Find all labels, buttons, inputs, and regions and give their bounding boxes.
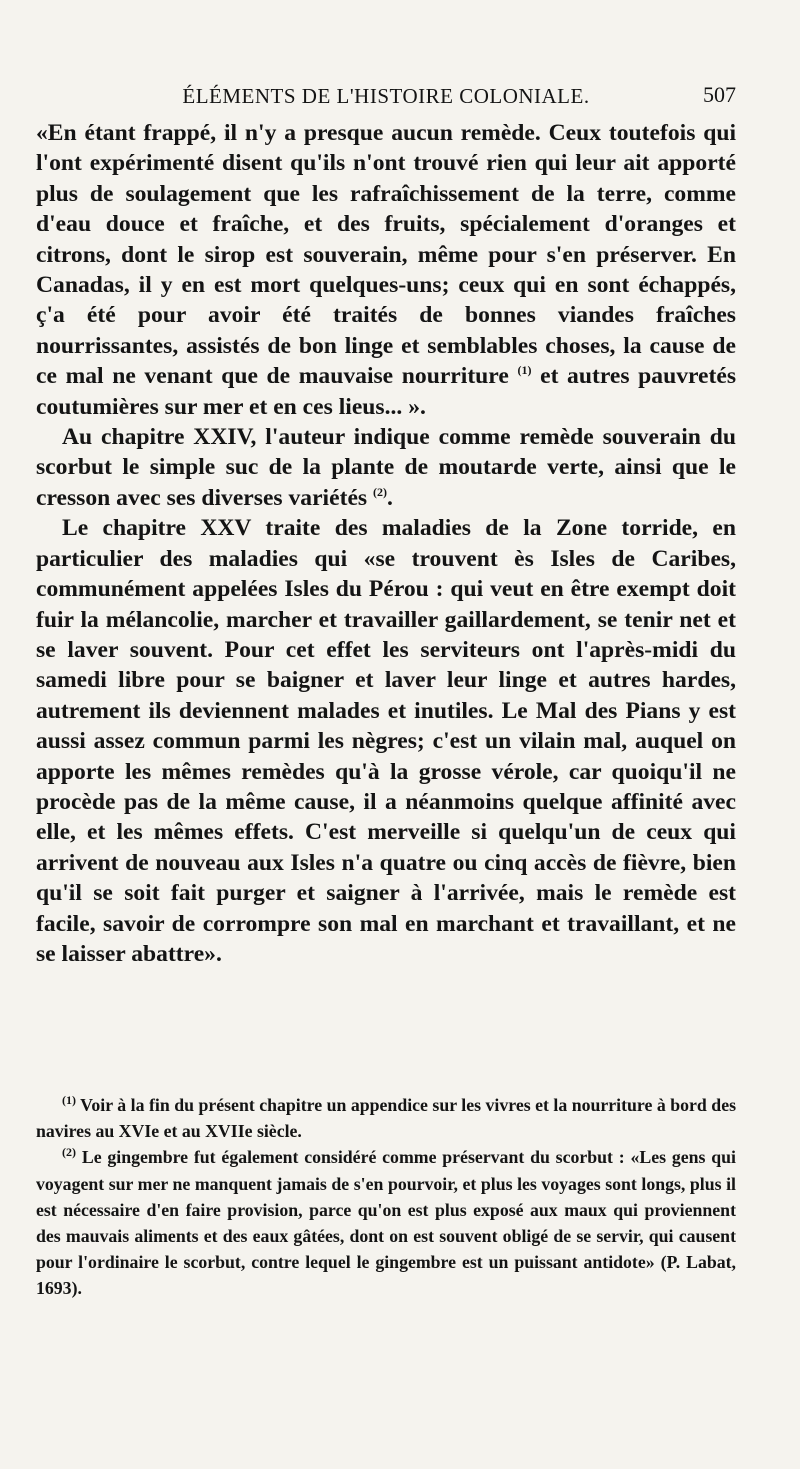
body-text <box>36 118 736 969</box>
footnote-text: Voir à la fin du présent chapitre un appendice sur les vivres et la nourriture à bord des navires au XVIe et au XVIIe siècle. <box>36 1095 737 1142</box>
paragraph-text: Le chapitre XXV traite des maladies de la Zone torride, en particulier des maladies qui «se trouvent ès Isles de Caribes, communément appelées Isles du Pérou : qui veut en être exempt doit fuir la mélancolie, marcher et travailler gaillardement, se tenir net et se laver souvent. Pour cet effet les serviteurs ont l'après-midi du samedi libre pour se baigner et laver leur linge et autres hardes, autrement ils deviennent malades et inutiles. Le Mal des Pians y est aussi assez commun parmi les nègres; c'est un vilain mal, auquel on apporte les mêmes remèdes qu'à la grosse vérole, car quoiqu'il ne procède pas de la même cause, il a néanmoins quelque affinité avec elle, et les mêmes effets. C'est merveille si quelqu'un de ceux qui arrivent de nouveau aux Isles n'a quatre ou cinq accès de fièvre, bien qu'il se soit fait purger et saigner à l'arrivée, mais le remède est facile, savoir de corrompre son mal en marchant et travaillant, et ne se laisser abattre». <box>36 515 736 967</box>
page-number: 507 <box>703 82 736 107</box>
paragraph-text: et autres pauvretés coutumières sur mer et en ces lieus... ». <box>36 363 737 420</box>
footnote-1 <box>36 1092 736 1144</box>
footnote-2 <box>36 1144 736 1301</box>
paragraph-text: . <box>387 484 393 511</box>
footnotes <box>36 1092 736 1302</box>
footnote-ref-1: (1) <box>517 363 532 378</box>
paragraph-text: Au chapitre XXIV, l'auteur indique comme remède souverain du scorbut le simple suc de la plante de moutarde verte, ainsi que le cresson avec ses diverses variétés <box>36 424 736 511</box>
footnote-mark: (2) <box>62 1145 76 1160</box>
running-title: ÉLÉMENTS DE L'HISTOIRE COLONIALE. <box>182 84 590 108</box>
paragraph-text: «En étant frappé, il n'y a presque aucun remède. Ceux toutefois qui l'ont expérimenté disent qu'ils n'ont trouvé rien qui leur ait apporté plus de soulagement que les rafraîchissement de la terre, comme d'eau douce et fraîche, et des fruits, spécialement d'oranges et citrons, dont le sirop est souverain, même pour s'en préserver. En Canadas, il y en est mort quelques-uns; ceux qui en sont échappés, ç'a été pour avoir été traités de bonnes viandes fraîches nourrissantes, assistés de bon linge et semblables choses, la cause de ce mal ne venant que de mauvaise nourriture <box>36 120 736 390</box>
paragraph-chapter-xxiv <box>36 422 736 513</box>
paragraph-quote-scurvy <box>36 118 736 422</box>
footnote-ref-2: (2) <box>373 485 388 500</box>
running-head <box>36 80 736 114</box>
footnote-text: Le gingembre fut également considéré comme préservant du scorbut : «Les gens qui voyagent sur mer ne manquent jamais de s'en pourvoir, et plus les voyages sont longs, plus il est nécessaire d'en faire provision, parce qu'on est plus exposé aux maux qui proviennent des mauvais aliments et des eaux gâtées, dont on est souvent obligé de se servir, qui causent pour l'ordinaire le scorbut, contre lequel le gingembre est un puissant antidote» (P. Labat, 1693). <box>36 1147 737 1299</box>
paragraph-chapter-xxv <box>36 513 736 969</box>
footnote-mark: (1) <box>62 1093 76 1108</box>
